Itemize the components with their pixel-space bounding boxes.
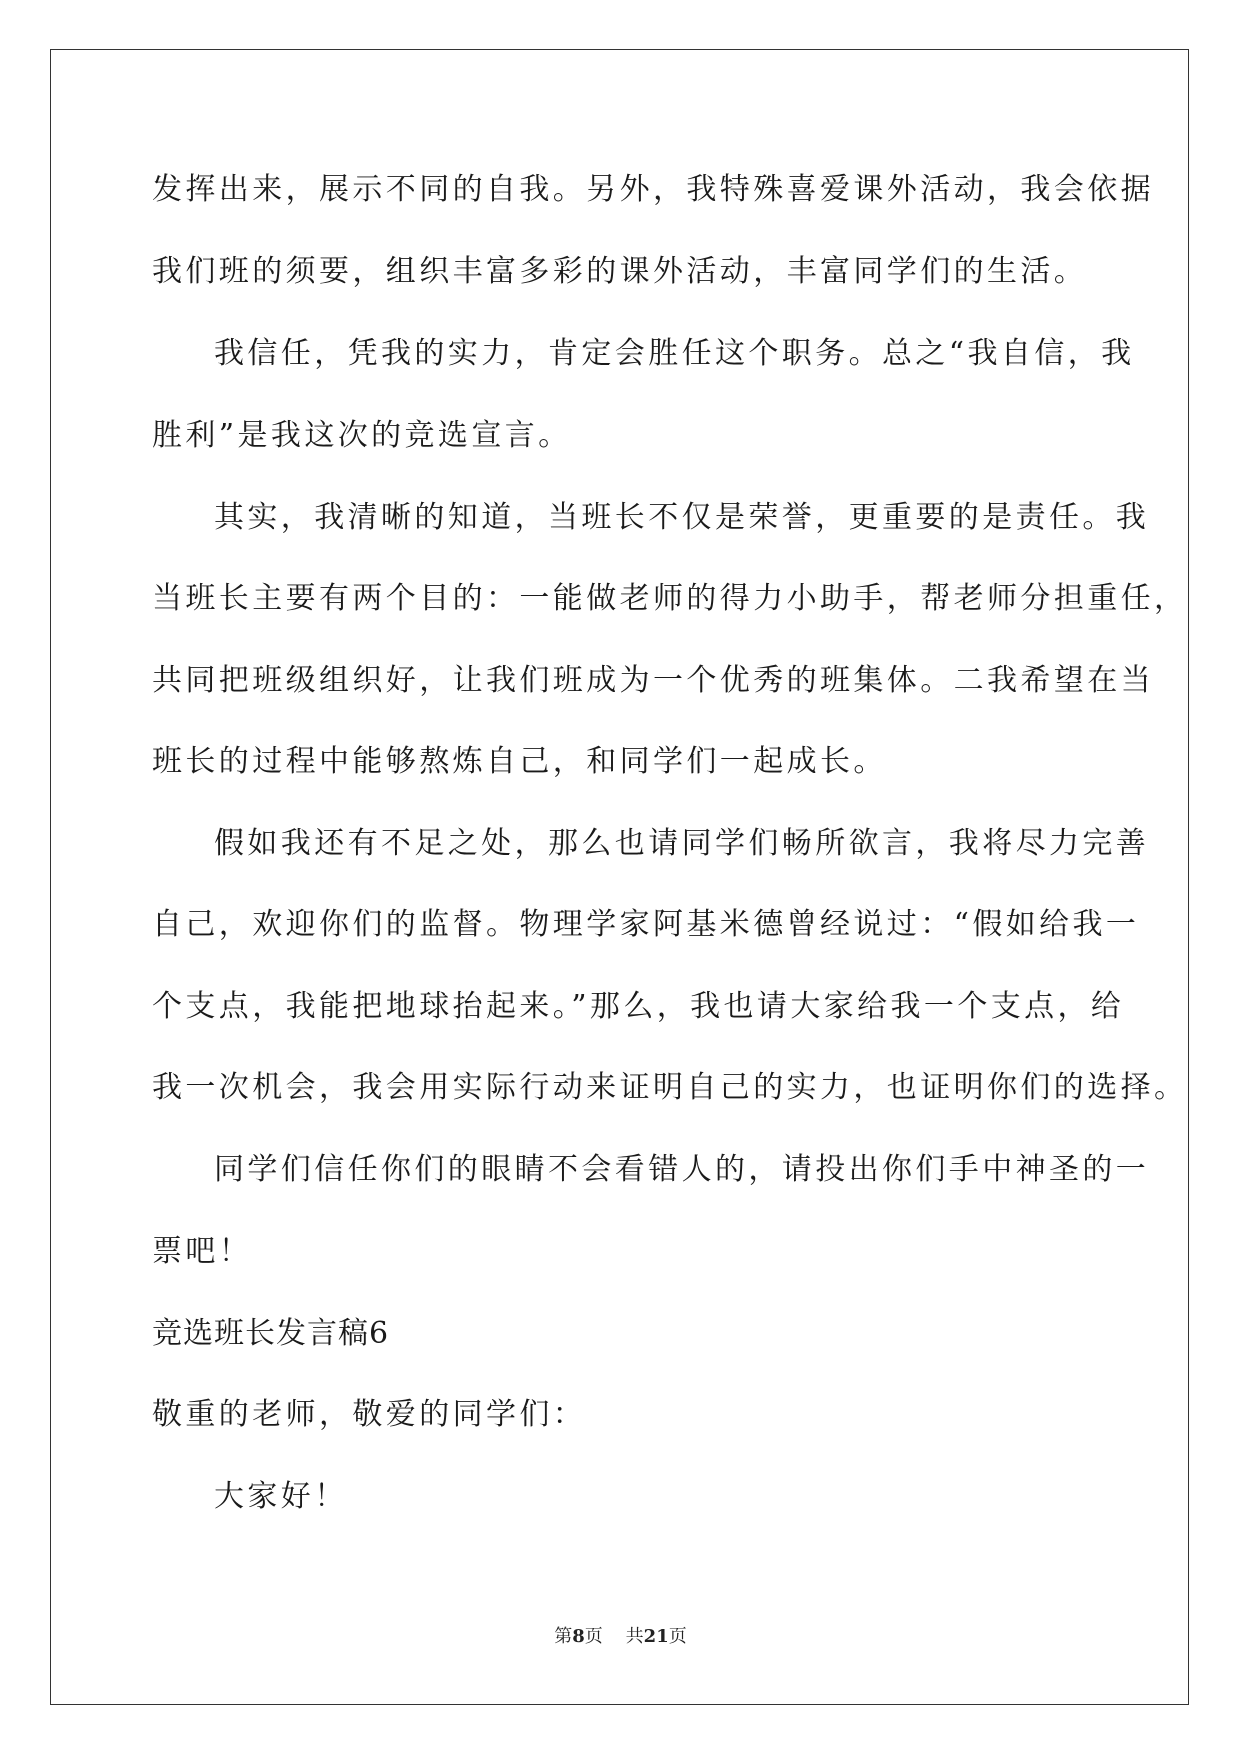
text-line-2: 我们班的须要，组织丰富多彩的课外活动，丰富同学们的生活。 — [152, 254, 1088, 289]
page-suffix: 页 — [584, 1626, 603, 1647]
text-line-8: 班长的过程中能够熬炼自己，和同学们一起成长。 — [152, 744, 887, 779]
text-line-3: 我信任，凭我的实力，肯定会胜任这个职务。总之“我自信，我 — [214, 336, 1135, 371]
greeting-line: 大家好！ — [214, 1479, 348, 1514]
salutation-line: 敬重的老师，敬爱的同学们： — [152, 1397, 587, 1432]
text-line-7: 共同把班级组织好，让我们班成为一个优秀的班集体。二我希望在当 — [152, 663, 1154, 698]
section-heading: 竞选班长发言稿6 — [152, 1316, 390, 1351]
page-footer — [0, 1625, 1241, 1649]
text-line-12: 我一次机会，我会用实际行动来证明自己的实力，也证明你们的选择。 — [152, 1070, 1188, 1105]
page-border — [50, 49, 1189, 1705]
text-line-10: 自己，欢迎你们的监督。物理学家阿基米德曾经说过：“假如给我一 — [152, 907, 1140, 942]
page-prefix: 第 — [554, 1626, 573, 1647]
text-line-11: 个支点，我能把地球抬起来。”那么，我也请大家给我一个支点，给 — [152, 989, 1125, 1024]
text-line-5: 其实，我清晰的知道，当班长不仅是荣誉，更重要的是责任。我 — [214, 500, 1150, 535]
text-line-1: 发挥出来，展示不同的自我。另外，我特殊喜爱课外活动，我会依据 — [152, 172, 1154, 207]
text-line-4: 胜利”是我这次的竞选宣言。 — [152, 418, 572, 453]
text-line-13: 同学们信任你们的眼睛不会看错人的，请投出你们手中神圣的一 — [214, 1152, 1150, 1187]
page-number: 8 — [572, 1626, 585, 1647]
total-prefix: 共 — [625, 1626, 644, 1647]
text-line-9: 假如我还有不足之处，那么也请同学们畅所欲言，我将尽力完善 — [214, 826, 1150, 861]
text-line-14: 票吧！ — [152, 1234, 253, 1269]
total-pages: 21 — [643, 1626, 669, 1647]
total-suffix: 页 — [668, 1626, 687, 1647]
text-line-6: 当班长主要有两个目的：一能做老师的得力小助手，帮老师分担重任， — [152, 581, 1188, 616]
